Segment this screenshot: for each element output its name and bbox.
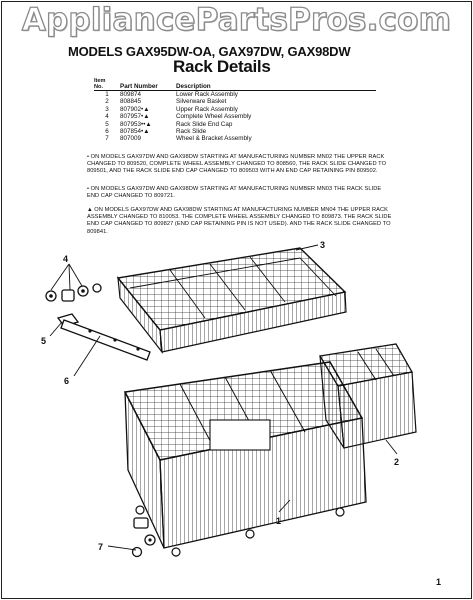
part-number: 809874 [120, 91, 142, 98]
table-row [94, 121, 376, 128]
table-row [94, 135, 376, 142]
table-row [94, 128, 376, 135]
part-number: 807957•▲ [120, 113, 150, 121]
upper-rack [118, 248, 346, 352]
description: Upper Rack Assembly [176, 105, 238, 113]
models-heading: MODELS GAX95DW-OA, GAX97DW, GAX98DW [68, 44, 351, 59]
lower-rack [125, 362, 366, 556]
part-number: 807854•▲ [120, 128, 150, 136]
rack-exploded-diagram [0, 232, 473, 572]
rack-slide [61, 320, 150, 360]
description: Complete Wheel Assembly [176, 113, 252, 121]
description: Rack Slide End Cap [176, 120, 233, 128]
description: Lower Rack Assembly [176, 91, 238, 98]
col-description: Description [176, 78, 376, 91]
watermark: AppliancePartsPros.com [21, 2, 452, 38]
callout-7: 7 [98, 542, 104, 552]
page-title: Rack Details [173, 57, 271, 76]
footnote-mn04: ▲ ON MODELS GAX97DW AND GAX98DW STARTING AT MANUFACTURING NUMBER MN04 THE UPPER RACK ASSEMBLY CHANGED TO 810053. THE COMPLETE WHEEL ASSEMBLY CHANGED TO 809873. THE RACK SLIDE END CAP CHANGED TO 809827 (END CAP RETAINING PIN IS NOT USED). AND THE RACK SLIDE CHANGED TO 809841. [87, 207, 392, 235]
part-number: 807953••▲ [120, 120, 152, 128]
description: Silverware Basket [176, 98, 227, 106]
parts-table [94, 78, 376, 143]
table-row [94, 113, 376, 120]
item-no: 5 [105, 120, 109, 128]
item-no: 2 [105, 98, 109, 106]
table-row [94, 91, 376, 99]
item-no: 4 [105, 113, 109, 121]
callout-2: 2 [394, 457, 400, 467]
footnote-mn03: • ON MODELS GAX97DW AND GAX98DW STARTING AT MANUFACTURING NUMBER MN03 THE RACK SLIDE END CAP CHANGED TO 809721. [87, 186, 382, 200]
parts-table-header [94, 78, 376, 91]
col-part-number: Part Number [120, 78, 176, 91]
item-no: 3 [105, 105, 109, 113]
table-row [94, 98, 376, 105]
item-no: 1 [105, 91, 109, 98]
page-number: 1 [436, 577, 442, 587]
part-number: 807009 [120, 135, 142, 143]
item-no: 7 [105, 135, 109, 143]
item-no: 6 [105, 128, 109, 136]
col-item-top: Item [94, 78, 106, 84]
wheel-bracket-assembly [133, 518, 156, 557]
description: Wheel & Bracket Assembly [176, 135, 252, 143]
col-item-bottom: No. [94, 84, 104, 90]
table-row [94, 106, 376, 113]
part-number: 807902•▲ [120, 105, 150, 113]
footnote-mn02: • ON MODELS GAX97DW AND GAX98DW STARTING AT MANUFACTURING NUMBER MN02 THE UPPER RACK CHANGED TO 809520, COMPLETE WHEEL ASSEMBLY CHANGED TO 808560, THE RACK SLIDE CHANGED TO 809501, AND THE RACK SLIDE END CAP CHANGED TO 809503 WITH AN END CAP RETAINING PIN 809502. [87, 154, 387, 175]
callout-6: 6 [64, 376, 70, 386]
callout-5: 5 [41, 336, 47, 346]
col-item-no [94, 78, 120, 91]
description: Rack Slide [176, 128, 207, 136]
callout-1: 1 [276, 516, 282, 526]
callout-4: 4 [63, 254, 69, 264]
part-number: 808845 [120, 98, 142, 106]
callout-3: 3 [320, 240, 326, 250]
wheel-assembly [46, 284, 101, 301]
